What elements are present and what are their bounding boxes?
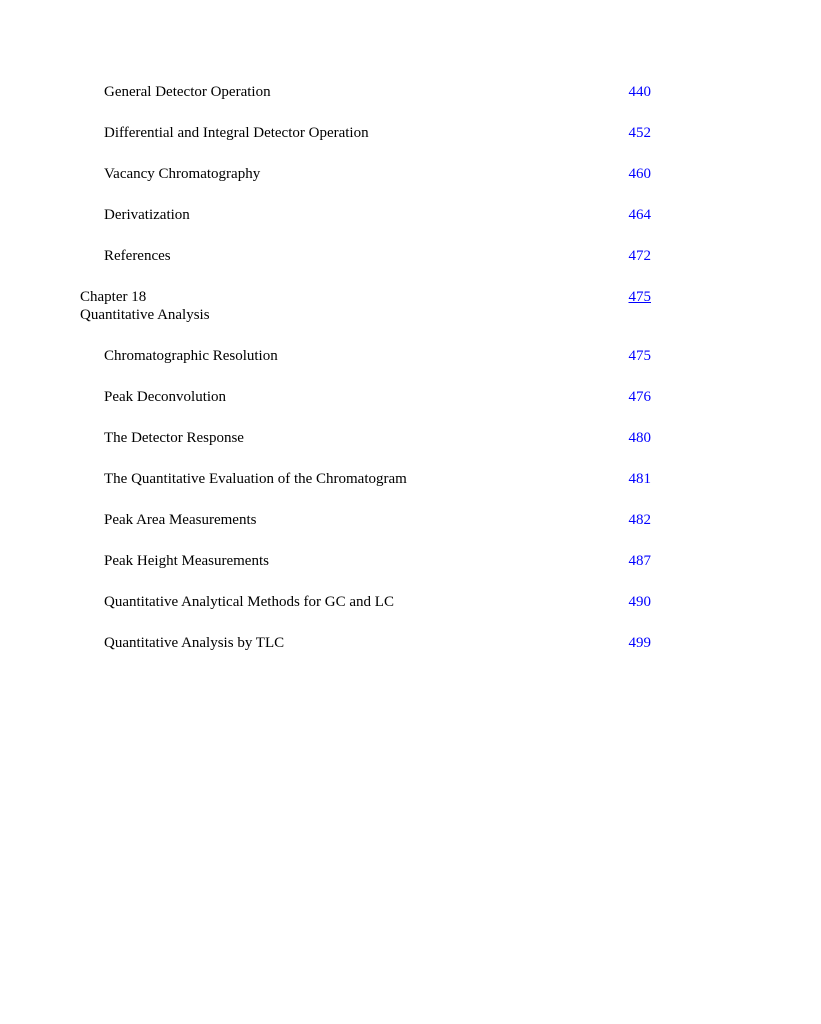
toc-entry-derivatization xyxy=(0,206,821,226)
toc-entry-title: Differential and Integral Detector Operation xyxy=(104,125,369,141)
toc-entry-peak-area-measurements xyxy=(0,511,821,531)
toc-entry-title: References xyxy=(104,248,171,264)
toc-entry-title: Chromatographic Resolution xyxy=(104,348,278,364)
toc-entry-title: Peak Height Measurements xyxy=(104,553,269,569)
toc-entry-page-link[interactable]: 480 xyxy=(628,430,651,446)
chapter-heading xyxy=(80,288,210,324)
toc-entry-references xyxy=(0,247,821,267)
toc-entry-page-link[interactable]: 440 xyxy=(628,84,651,100)
toc-entry-page-link[interactable]: 460 xyxy=(628,166,651,182)
toc-entry-title: Derivatization xyxy=(104,207,190,223)
toc-entry-page-link[interactable]: 482 xyxy=(628,512,651,528)
toc-entry-quantitative-analytical-methods xyxy=(0,593,821,613)
toc-entry-chromatographic-resolution xyxy=(0,347,821,367)
toc-entry-peak-deconvolution xyxy=(0,388,821,408)
toc-entry-title: General Detector Operation xyxy=(104,84,271,100)
toc-entry-general-detector-operation xyxy=(0,83,821,103)
toc-entry-page-link[interactable]: 487 xyxy=(628,553,651,569)
toc-entry-quantitative-evaluation xyxy=(0,470,821,490)
toc-entry-title: The Quantitative Evaluation of the Chromatogram xyxy=(104,471,407,487)
toc-entry-page-link[interactable]: 481 xyxy=(628,471,651,487)
toc-entry-title: Peak Deconvolution xyxy=(104,389,227,405)
toc-entry-page-link[interactable]: 452 xyxy=(628,125,651,141)
chapter-label: Chapter 18 xyxy=(80,289,147,305)
toc-entry-detector-response xyxy=(0,429,821,449)
chapter-page-link[interactable]: 475 xyxy=(628,289,651,305)
chapter-title: Quantitative Analysis xyxy=(80,307,210,323)
toc-entry-vacancy-chromatography xyxy=(0,165,821,185)
toc-entry-title: Quantitative Analytical Methods for GC and LC xyxy=(104,594,394,610)
toc-entry-differential-and-integral xyxy=(0,124,821,144)
toc-entry-page-link[interactable]: 464 xyxy=(628,207,651,223)
toc-entry-title: The Detector Response xyxy=(104,430,244,446)
toc-entry-page-link[interactable]: 490 xyxy=(628,594,651,610)
toc-chapter-18 xyxy=(0,288,821,328)
toc-entry-page-link[interactable]: 499 xyxy=(628,635,651,651)
toc-entry-page-link[interactable]: 475 xyxy=(628,348,651,364)
toc-entry-title: Peak Area Measurements xyxy=(104,512,257,528)
toc-entry-quantitative-analysis-tlc xyxy=(0,634,821,654)
toc-entry-title: Quantitative Analysis by TLC xyxy=(104,635,285,651)
toc-entry-page-link[interactable]: 472 xyxy=(628,248,651,264)
toc-entry-page-link[interactable]: 476 xyxy=(628,389,651,405)
toc-entry-peak-height-measurements xyxy=(0,552,821,572)
toc-entry-title: Vacancy Chromatography xyxy=(104,166,261,182)
